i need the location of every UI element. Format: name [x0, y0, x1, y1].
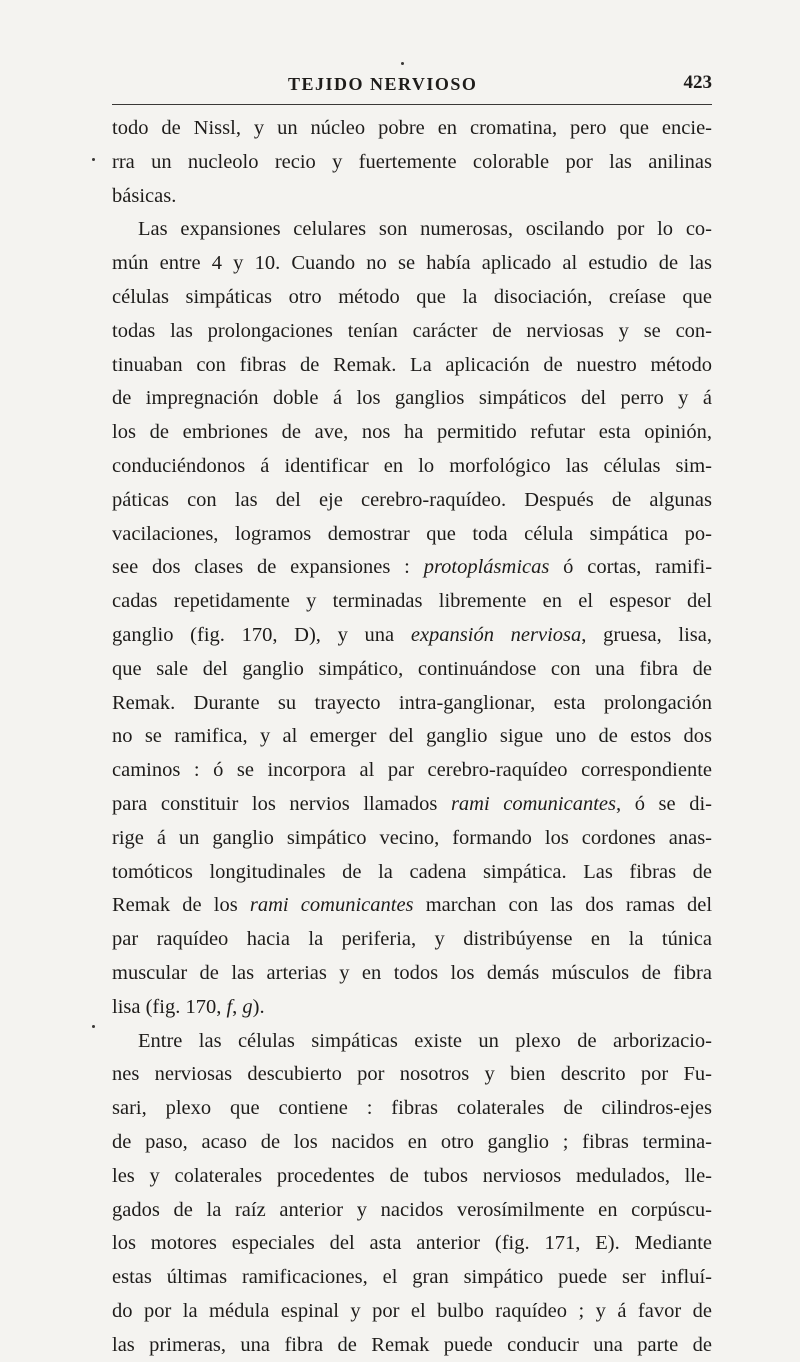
text-line: los de embriones de ave, nos ha permitido refutar esta opinión,	[112, 421, 712, 444]
text-run: , gruesa, lisa,	[581, 623, 712, 646]
text-line: par raquídeo hacia la periferia, y distribúyense en la túnica	[112, 928, 712, 951]
text-line: todas las prolongaciones tenían carácter de nerviosas y se con-	[112, 319, 712, 342]
text-line	[112, 619, 712, 653]
text-line: estas últimas ramificaciones, el gran simpático puede ser influí-	[112, 1266, 712, 1289]
text-run: lisa (fig. 170,	[112, 995, 222, 1018]
text-line: les y colaterales procedentes de tubos nerviosos medulados, lle-	[112, 1164, 712, 1187]
text-line: Las expansiones celulares son numerosas, oscilando por lo co-	[138, 218, 712, 241]
text-line: gados de la raíz anterior y nacidos verosímilmente en corpúscu-	[112, 1198, 712, 1221]
page-header	[112, 70, 712, 100]
text-line: muscular de las arterias y en todos los demás músculos de fibra	[112, 961, 712, 984]
header-rule	[112, 104, 712, 105]
text-line: que sale del ganglio simpático, continuándose con una fibra de	[112, 657, 712, 680]
italic-term: rami comunicantes	[450, 792, 616, 815]
text-line: no se ramifica, y al emerger del ganglio sigue uno de estos dos	[112, 725, 712, 748]
text-run: see dos clases de expansiones :	[112, 556, 410, 579]
text-line: Remak. Durante su trayecto intra-ganglionar, esta prolongación	[112, 691, 712, 714]
text-run: marchan con las dos ramas del	[425, 894, 712, 917]
text-line: sari, plexo que contiene : fibras colaterales de cilindros-ejes	[112, 1097, 712, 1120]
text-run: ).	[252, 995, 265, 1018]
text-line: de paso, acaso de los nacidos en otro ganglio ; fibras termina-	[112, 1130, 712, 1153]
text-line: Entre las células simpáticas existe un plexo de arborizacio-	[138, 1029, 712, 1052]
running-title: TEJIDO NERVIOSO	[288, 74, 478, 94]
text-line: vacilaciones, logramos demostrar que toda célula simpática po-	[112, 522, 712, 545]
text-line: de impregnación doble á los ganglios simpáticos del perro y á	[112, 387, 712, 410]
text-line	[112, 889, 712, 923]
italic-term: g	[242, 995, 253, 1018]
margin-dot	[92, 158, 95, 161]
text-line: páticas con las del eje cerebro-raquídeo. Después de algunas	[112, 488, 712, 511]
italic-term: protoplásmicas	[423, 556, 550, 579]
text-line: básicas.	[112, 184, 177, 207]
text-line: mún entre 4 y 10. Cuando no se había aplicado al estudio de las	[112, 252, 712, 275]
margin-dot	[92, 1025, 95, 1028]
text-line: cadas repetidamente y terminadas libremente en el espesor del	[112, 590, 712, 613]
text-line: tinuaban con fibras de Remak. La aplicación de nuestro método	[112, 353, 712, 376]
text-line: las primeras, una fibra de Remak puede conducir una parte de	[112, 1333, 712, 1356]
text-line	[112, 991, 712, 1025]
text-line: células simpáticas otro método que la disociación, creíase que	[112, 285, 712, 308]
italic-term: rami comunicantes	[249, 894, 414, 917]
text-run: ó cortas, ramifi-	[563, 556, 712, 579]
text-line: los motores especiales del asta anterior (fig. 171, E). Mediante	[112, 1232, 712, 1255]
text-line: todo de Nissl, y un núcleo pobre en cromatina, pero que encie-	[112, 117, 712, 139]
text-line: nes nerviosas descubierto por nosotros y bien descrito por Fu-	[112, 1063, 712, 1086]
text-run: para constituir los nervios llamados	[112, 792, 438, 815]
text-run: ,	[232, 995, 238, 1018]
italic-term: f	[226, 995, 233, 1018]
text-line	[112, 788, 712, 822]
text-line: conduciéndonos á identificar en lo morfológico las células sim-	[112, 454, 712, 477]
text-line: tomóticos longitudinales de la cadena simpática. Las fibras de	[112, 860, 712, 883]
text-line: rra un nucleolo recio y fuertemente colorable por las anilinas	[112, 150, 712, 173]
book-page	[112, 0, 712, 1356]
text-run: , ó se di-	[616, 792, 712, 815]
text-run: ganglio (fig. 170, D), y una	[112, 623, 395, 646]
body-text	[112, 112, 712, 1362]
text-line	[112, 551, 712, 585]
text-line: do por la médula espinal y por el bulbo raquídeo ; y á favor de	[112, 1299, 712, 1322]
italic-term: expansión nerviosa	[410, 623, 582, 646]
text-run: Remak de los	[112, 894, 238, 917]
text-line: caminos : ó se incorpora al par cerebro-raquídeo correspondiente	[112, 759, 712, 782]
text-line: rige á un ganglio simpático vecino, formando los cordones anas-	[112, 826, 712, 849]
page-number: 423	[683, 72, 712, 93]
margin-dot	[401, 62, 404, 65]
